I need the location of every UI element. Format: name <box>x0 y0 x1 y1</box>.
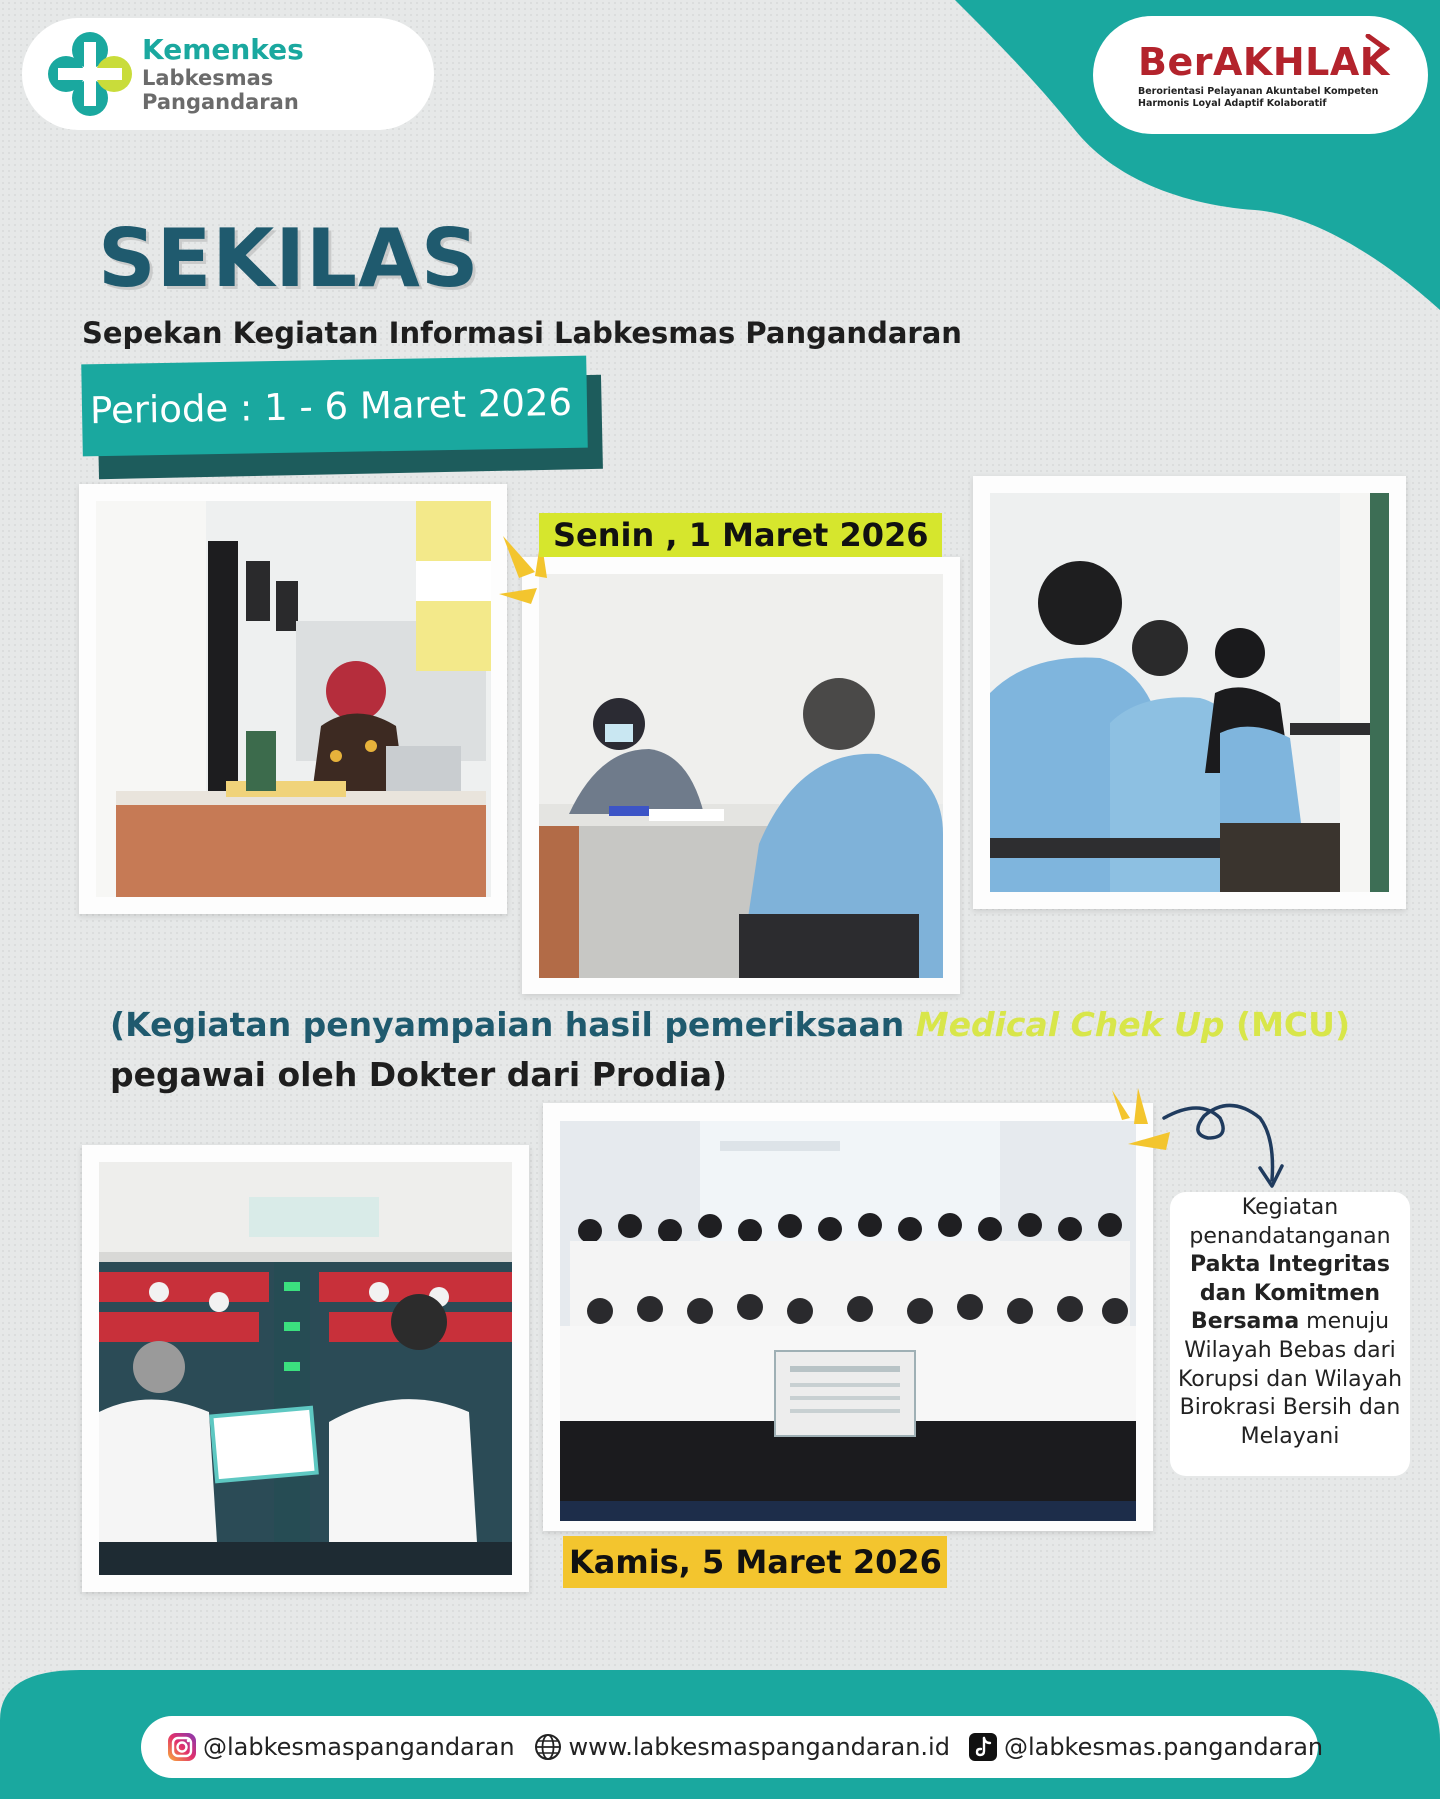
kemenkes-logo <box>22 18 434 130</box>
desc-line-1: Kegiatan <box>1241 1195 1339 1220</box>
page-title: SEKILAS <box>98 212 480 305</box>
curly-arrow-icon <box>1160 1098 1290 1193</box>
kemenkes-flower-icon <box>44 28 136 120</box>
tiktok-link[interactable] <box>968 1732 1323 1762</box>
kemenkes-unit: Labkesmas Pangandaran <box>142 65 299 115</box>
chevron-right-icon <box>1364 34 1390 64</box>
website-url: www.labkesmaspangandaran.id <box>568 1733 950 1761</box>
desc-line-2: penandatanganan <box>1189 1223 1391 1249</box>
tiktok-handle: @labkesmas.pangandaran <box>1003 1733 1324 1761</box>
berakhlak-tagline: Berorientasi Pelayanan Akuntabel Kompeten Harmonis Loyal Adaptif Kolaboratif <box>1138 86 1379 109</box>
photo-doctor-consultation <box>539 574 943 978</box>
activity-description <box>1170 1192 1410 1476</box>
photo-waiting-room <box>990 493 1389 892</box>
social-links-bar <box>141 1716 1324 1778</box>
photo-registration-desk <box>96 501 491 897</box>
photo-certificate-handover <box>99 1162 512 1575</box>
desc-rest: menuju Wilayah Bebas dari Korupsi dan Wilayah Birokrasi Bersih dan Melayani <box>1177 1309 1403 1449</box>
instagram-icon <box>167 1732 197 1762</box>
date-badge-senin: Senin , 1 Maret 2026 <box>539 513 942 557</box>
caption-text-2: (MCU) <box>1224 1005 1351 1044</box>
caption-highlight: Medical Chek Up <box>915 1005 1225 1044</box>
instagram-link[interactable] <box>167 1732 515 1762</box>
caption-text-1: (Kegiatan penyampaian hasil pemeriksaan <box>110 1005 916 1044</box>
website-link[interactable] <box>533 1732 950 1762</box>
tiktok-icon <box>968 1732 998 1762</box>
instagram-handle: @labkesmaspangandaran <box>203 1733 515 1761</box>
date-badge-kamis: Kamis, 5 Maret 2026 <box>563 1536 947 1588</box>
period-banner: Periode : 1 - 6 Maret 2026 <box>81 356 588 457</box>
page-subtitle: Sepekan Kegiatan Informasi Labkesmas Pangandaran <box>82 316 962 350</box>
kemenkes-brand: Kemenkes <box>142 32 304 66</box>
globe-icon <box>533 1732 563 1762</box>
photo-group-pledge <box>560 1121 1136 1521</box>
desc-bold: Pakta Integritas dan Komitmen Bersama <box>1190 1252 1390 1335</box>
berakhlak-title: BerAKHLAK <box>1138 40 1390 84</box>
caption-line-2: pegawai oleh Dokter dari Prodia) <box>110 1054 728 1094</box>
berakhlak-logo <box>1093 16 1428 134</box>
